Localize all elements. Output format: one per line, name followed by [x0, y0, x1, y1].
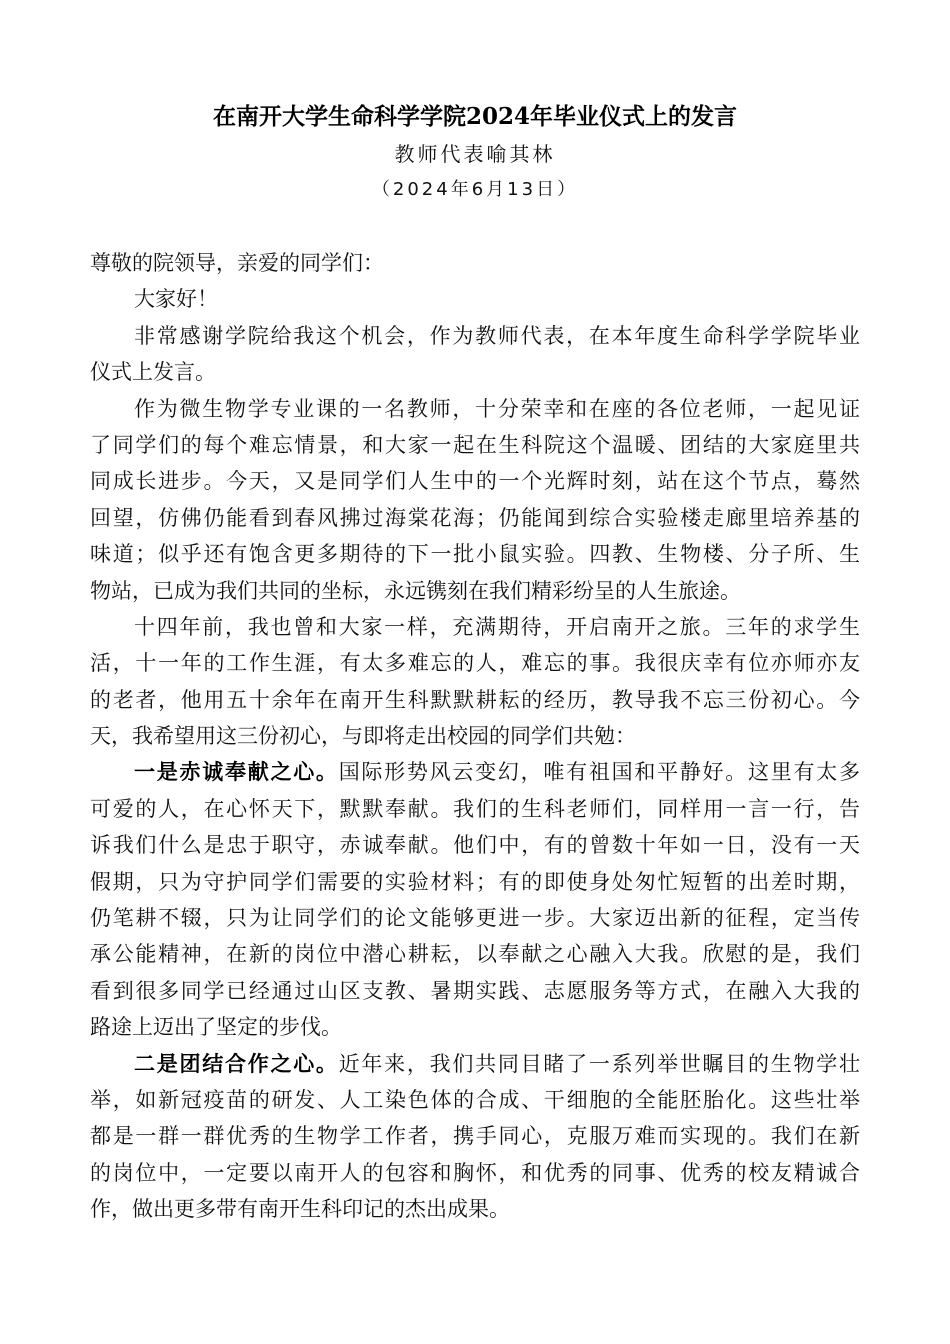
paragraph-line: 了同学们的每个难忘情景，和大家一起在生科院这个温暖、团结的大家庭里共 — [90, 432, 860, 457]
section-heading: 一是赤诚奉献之心。 — [134, 759, 339, 785]
document-title: 在南开大学生命科学学院2024年毕业仪式上的发言 — [212, 103, 737, 130]
paragraph-line: 味道；似乎还有饱含更多期待的下一批小鼠实验。四教、生物楼、分子所、生 — [90, 542, 860, 567]
paragraph-first-line — [90, 1046, 860, 1082]
paragraph-line: 都是一群一群优秀的生物学工作者，携手同心，克服万难而实现的。我们在新 — [90, 1124, 860, 1149]
paragraph-line: 承公能精神，在新的岗位中潜心耕耘，以奉献之心融入大我。欣慰的是，我们 — [90, 942, 860, 967]
paragraph-text: 国际形势风云变幻，唯有祖国和平静好。这里有太多 — [338, 760, 861, 785]
document-author: 教师代表喻其林 — [394, 142, 556, 166]
paragraph-line: 路途上迈出了坚定的步伐。 — [90, 1015, 342, 1040]
paragraph — [90, 754, 860, 1045]
paragraph-line: 仍笔耕不辍，只为让同学们的论文能够更进一步。大家迈出新的征程，定当传 — [90, 906, 860, 931]
paragraph-text: 近年来，我们共同目睹了一系列举世瞩目的生物学壮 — [338, 1051, 861, 1076]
paragraph-first-line — [90, 754, 860, 790]
paragraph-line: 假期，只为守护同学们需要的实验材料；有的即使身处匆忙短暂的出差时期， — [90, 869, 860, 894]
paragraph — [90, 1046, 860, 1228]
section-heading: 二是团结合作之心。 — [134, 1050, 339, 1076]
paragraph-line: 的岗位中，一定要以南开人的包容和胸怀，和优秀的同事、优秀的校友精诚合 — [90, 1160, 860, 1185]
paragraph-line: 十四年前，我也曾和大家一样，充满期待，开启南开之旅。三年的求学生 — [134, 614, 860, 639]
paragraph-line: 活，十一年的工作生涯，有太多难忘的人，难忘的事。我很庆幸有位亦师亦友 — [90, 651, 860, 676]
paragraph-line: 作，做出更多带有南开生科印记的杰出成果。 — [90, 1197, 510, 1222]
document-date: （2024年6月13日） — [371, 179, 579, 200]
paragraph-line: 作为微生物学专业课的一名教师，十分荣幸和在座的各位老师，一起见证 — [134, 396, 860, 421]
paragraph-line: 物站，已成为我们共同的坐标，永远镌刻在我们精彩纷呈的人生旅途。 — [90, 578, 741, 603]
paragraph-line: 举，如新冠疫苗的研发、人工染色体的合成、干细胞的全能胚胎化。这些壮举 — [90, 1087, 860, 1112]
document-body — [90, 245, 860, 1228]
paragraph — [90, 609, 860, 755]
paragraph — [90, 318, 860, 391]
paragraph-line: 看到很多同学已经通过山区支教、暑期实践、志愿服务等方式，在融入大我的 — [90, 978, 860, 1003]
paragraph — [90, 391, 860, 609]
paragraph-line: 可爱的人，在心怀天下，默默奉献。我们的生科老师们，同样用一言一行，告 — [90, 796, 860, 821]
greeting: 大家好！ — [134, 287, 218, 312]
paragraph-line: 非常感谢学院给我这个机会，作为教师代表，在本年度生命科学学院毕业 — [134, 323, 860, 348]
paragraph-line: 的老者，他用五十余年在南开生科默默耕耘的经历，教导我不忘三份初心。今 — [90, 687, 860, 712]
paragraph-line: 同成长进步。今天，又是同学们人生中的一个光辉时刻，站在这个节点，蓦然 — [90, 469, 860, 494]
paragraph-line: 诉我们什么是忠于职守，赤诚奉献。他们中，有的曾数十年如一日，没有一天 — [90, 833, 860, 858]
paragraph-line: 天，我希望用这三份初心，与即将走出校园的同学们共勉： — [90, 724, 636, 749]
paragraph-line: 回望，仿佛仍能看到春风拂过海棠花海；仍能闻到综合实验楼走廊里培养基的 — [90, 505, 860, 530]
paragraph-line: 仪式上发言。 — [90, 360, 216, 385]
salutation: 尊敬的院领导，亲爱的同学们： — [90, 251, 384, 275]
